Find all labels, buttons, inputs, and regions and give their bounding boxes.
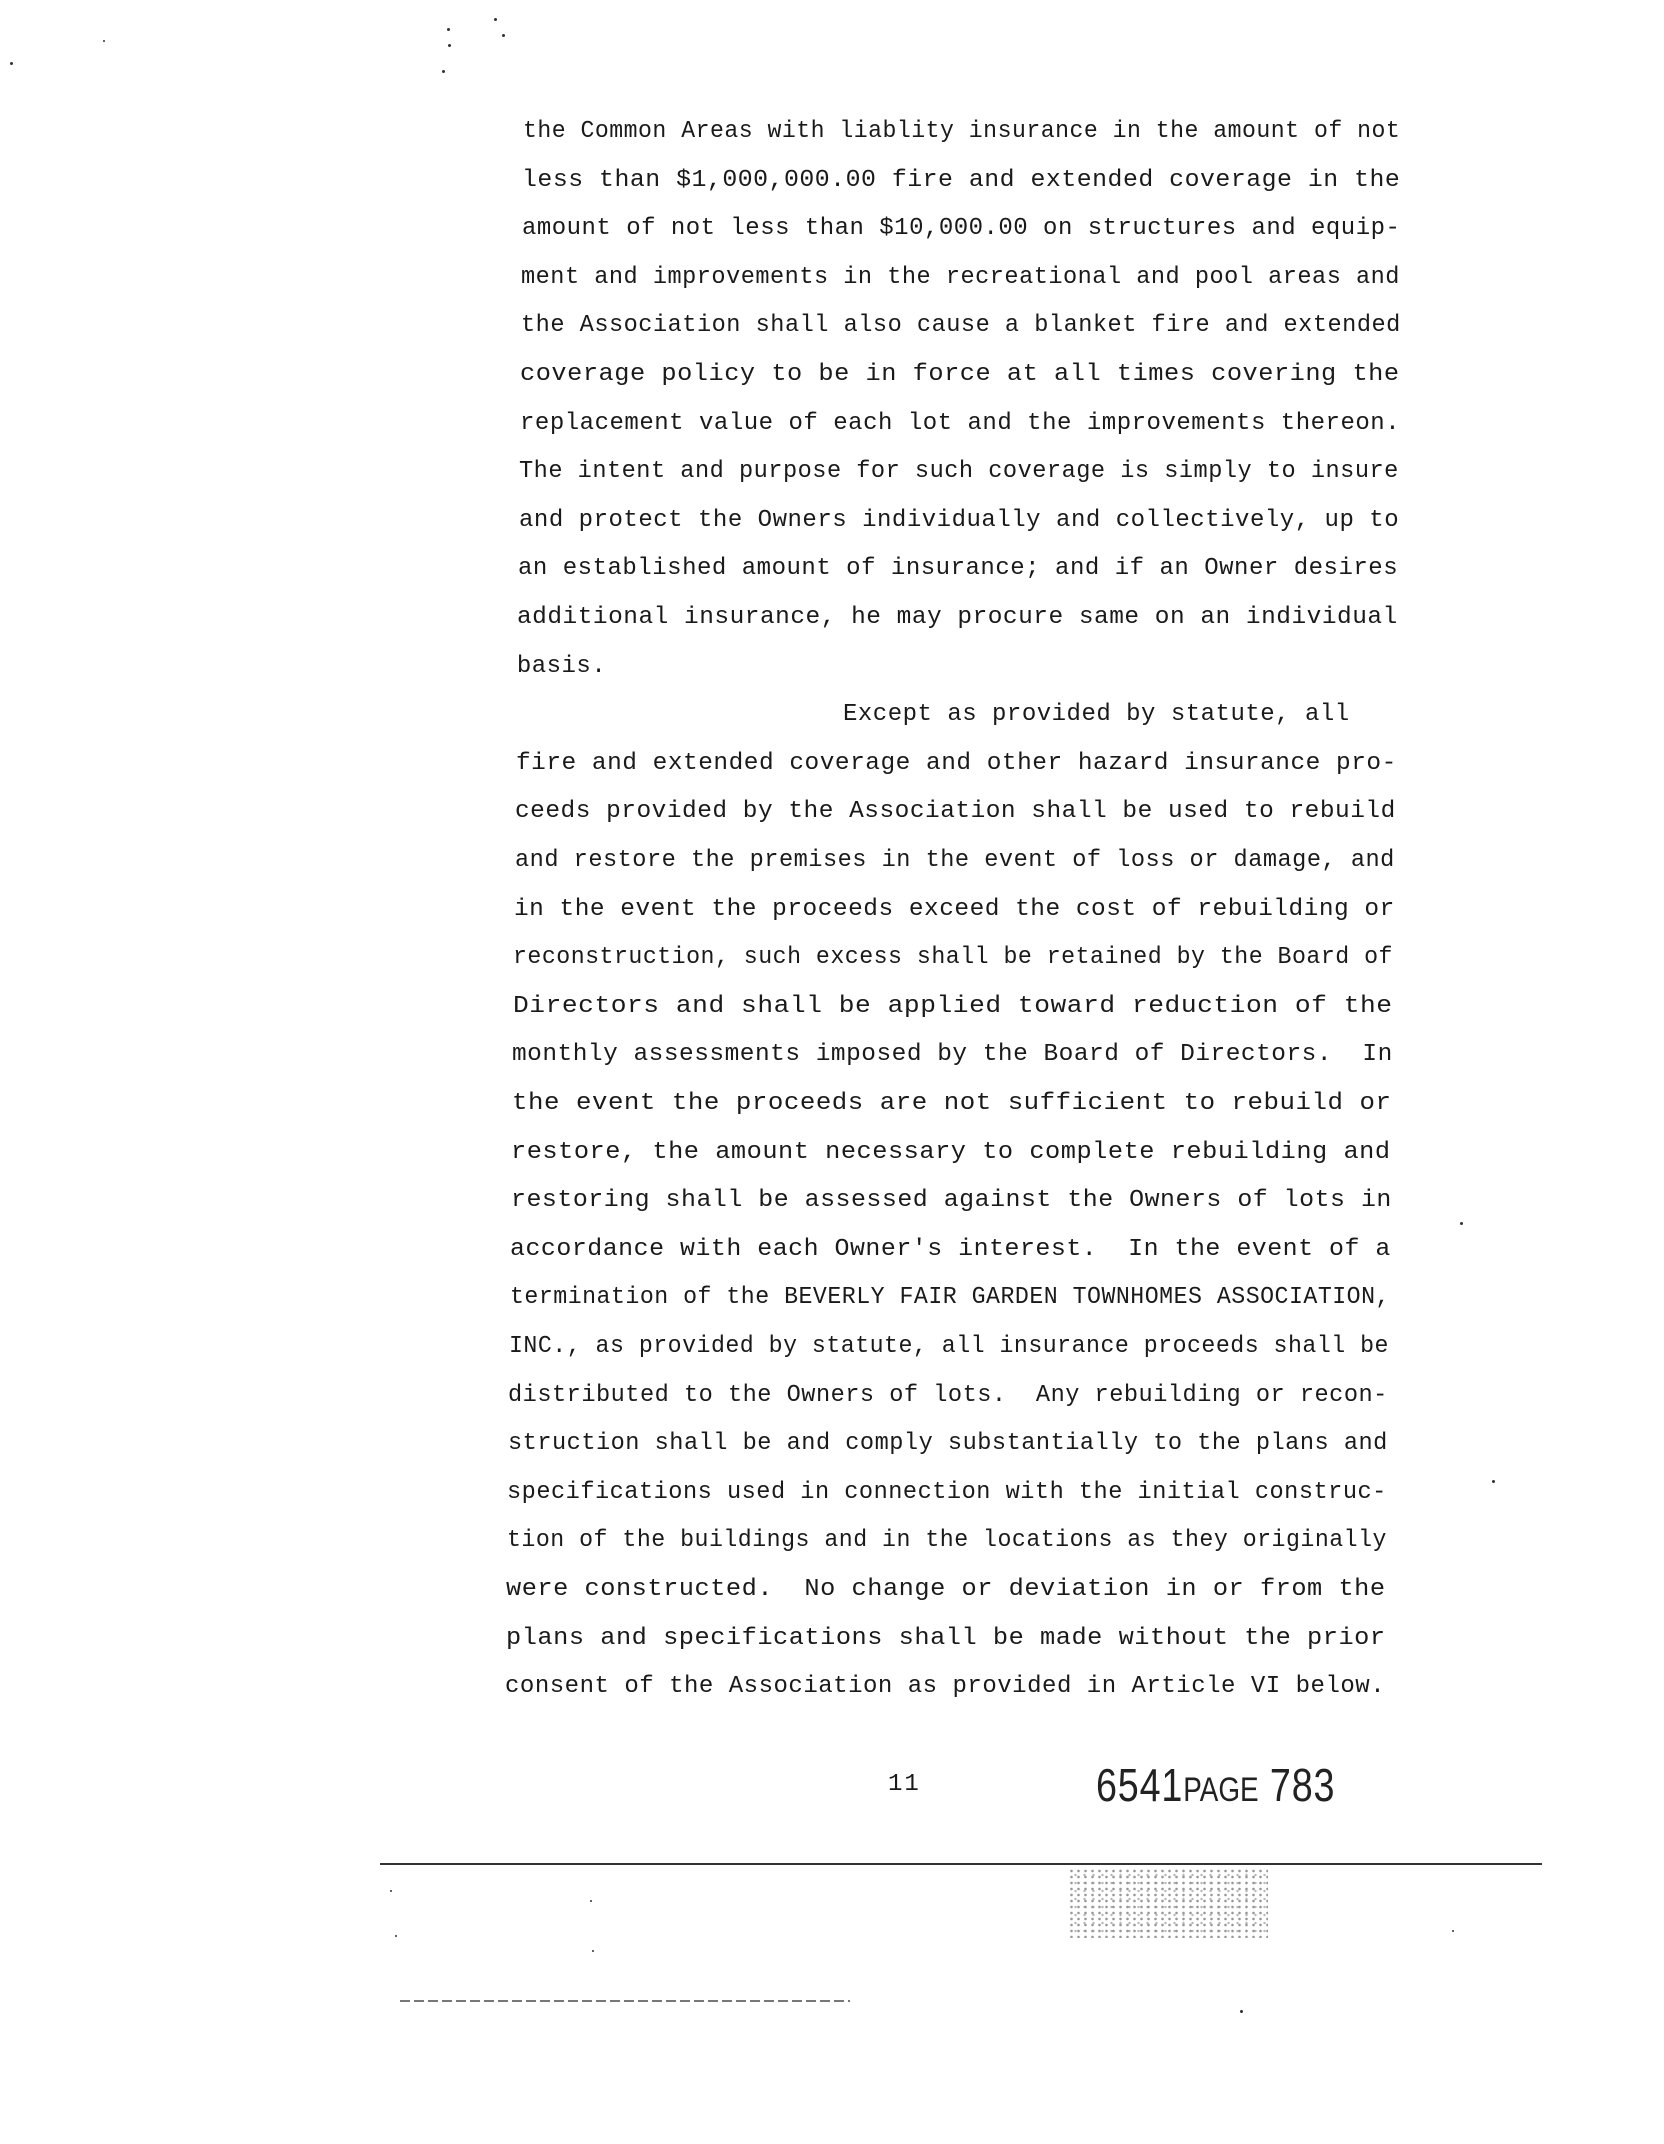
- text-line: an established amount of insurance; and if an Owner desires: [517, 555, 1399, 583]
- scan-speck: [590, 1900, 592, 1902]
- text-line: distributed to the Owners of lots. Any rebuilding or recon-: [508, 1381, 1389, 1409]
- scan-speck: [10, 62, 13, 65]
- horizontal-rule: [380, 1863, 1542, 1865]
- text-line: accordance with each Owner's interest. In the event of a: [510, 1235, 1391, 1263]
- text-line: struction shall be and comply substantially to the plans and: [507, 1430, 1388, 1458]
- text-line: restore, the amount necessary to complete rebuilding and: [511, 1138, 1391, 1166]
- text-line: were constructed. No change or deviation in or from the: [506, 1576, 1386, 1603]
- text-line: Directors and shall be applied toward reduction of the: [512, 992, 1393, 1020]
- text-line: monthly assessments imposed by the Board of Directors. In: [512, 1041, 1394, 1069]
- text-line: the event the proceeds are not sufficient to rebuild or: [511, 1090, 1392, 1117]
- text-line: termination of the BEVERLY FAIR GARDEN TOWNHOMES ASSOCIATION,: [509, 1284, 1390, 1312]
- book-page-stamp: [1096, 1758, 1335, 1812]
- scan-speck: [448, 44, 451, 47]
- scan-speck: [1240, 2010, 1243, 2013]
- book-page-number: 783: [1269, 1759, 1336, 1811]
- text-line: the Common Areas with liablity insurance in the amount of not: [523, 118, 1401, 145]
- scan-speck: [395, 1935, 397, 1937]
- text-line: the Association shall also cause a blanket fire and extended: [520, 312, 1401, 340]
- text-line: coverage policy to be in force at all times covering the: [520, 361, 1400, 388]
- book-number: 6541: [1096, 1759, 1184, 1811]
- text-line: amount of not less than $10,000.00 on structures and equip-: [521, 215, 1401, 243]
- dashed-rule: [400, 2000, 850, 2002]
- text-line: ceeds provided by the Association shall be used to rebuild: [515, 798, 1396, 826]
- text-line: basis.: [516, 652, 607, 680]
- text-line: restoring shall be assessed against the Owners of lots in: [510, 1187, 1392, 1215]
- text-line: The intent and purpose for such coverage is simply to insure: [519, 458, 1399, 486]
- text-line: INC., as provided by statute, all insurance proceeds shall be: [508, 1333, 1389, 1360]
- scan-speck: [502, 34, 505, 37]
- text-line: consent of the Association as provided in Article VI below.: [505, 1673, 1386, 1701]
- text-line: Except as provided by statute, all: [843, 701, 1350, 729]
- scan-speck: [1492, 1480, 1495, 1483]
- text-line: less than $1,000,000.00 fire and extended coverage in the: [522, 166, 1401, 194]
- text-line: replacement value of each lot and the improvements thereon.: [519, 409, 1400, 437]
- scan-noise: [1068, 1868, 1268, 1938]
- text-line: and restore the premises in the event of loss or damage, and: [514, 847, 1395, 874]
- text-line: tion of the buildings and in the locations as they originally: [506, 1527, 1387, 1555]
- text-line: plans and specifications shall be made without the prior: [505, 1624, 1386, 1652]
- text-line: additional insurance, he may procure same on an individual: [517, 604, 1399, 631]
- scan-speck: [1460, 1222, 1463, 1225]
- scan-speck: [592, 1950, 594, 1952]
- text-line: in the event the proceeds exceed the cost of rebuilding or: [514, 895, 1395, 923]
- scan-speck: [494, 18, 497, 21]
- scan-speck: [390, 1890, 392, 1892]
- page-number: 11: [888, 1771, 921, 1798]
- scan-speck: [442, 70, 445, 73]
- text-line: fire and extended coverage and other hazard insurance pro-: [515, 749, 1397, 777]
- text-line: and protect the Owners individually and collectively, up to: [518, 506, 1399, 534]
- scan-speck: [447, 28, 450, 31]
- text-line: reconstruction, such excess shall be retained by the Board of: [513, 944, 1394, 972]
- text-line: specifications used in connection with the initial construc-: [507, 1478, 1388, 1506]
- text-line: ment and improvements in the recreational and pool areas and: [521, 263, 1401, 291]
- book-page-label: PAGE: [1183, 1771, 1259, 1809]
- scan-speck: [103, 40, 105, 42]
- scan-speck: [1452, 1930, 1454, 1932]
